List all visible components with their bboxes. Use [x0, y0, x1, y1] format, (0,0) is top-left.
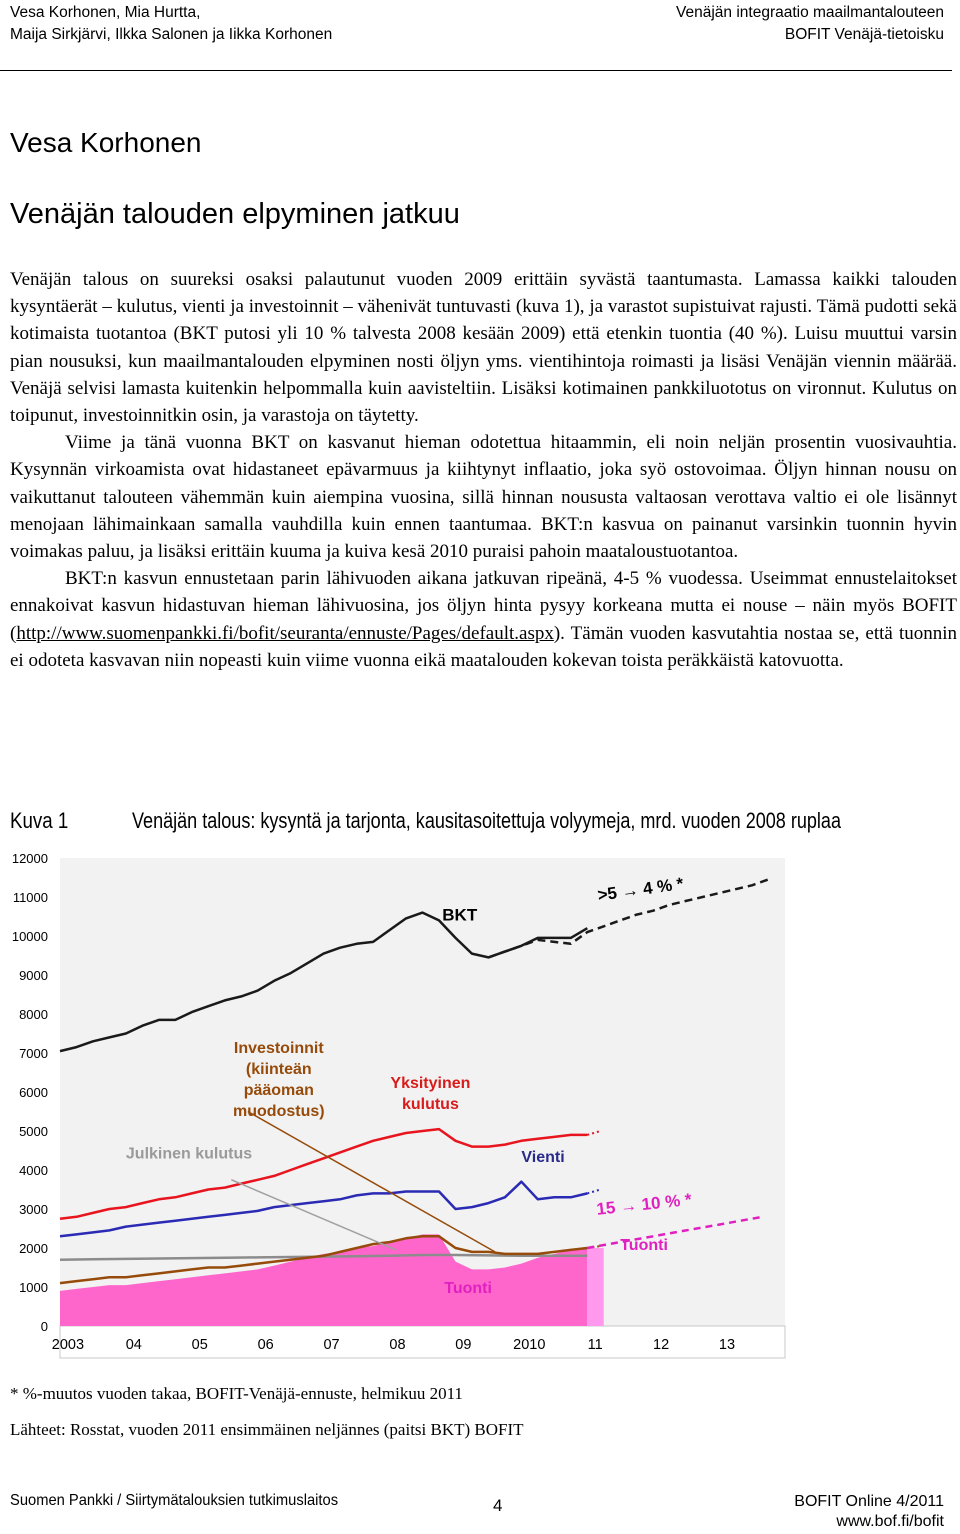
x-tick-label: 12 — [653, 1337, 670, 1353]
figure-caption: Venäjän talous: kysyntä ja tarjonta, kausitasoitettuja volyymeja, mrd. vuoden 2008 ruplaa — [132, 808, 841, 833]
x-axis-band — [60, 1326, 785, 1358]
y-tick-label: 6000 — [19, 1085, 48, 1100]
y-tick-label: 12000 — [11, 851, 48, 866]
investment-label: pääoman — [243, 1082, 314, 1099]
y-tick-label: 3000 — [19, 1202, 48, 1217]
y-tick-label: 10000 — [11, 929, 48, 944]
header-authors-line1: Vesa Korhonen, Mia Hurtta, — [10, 4, 201, 21]
supply-demand-chart — [0, 850, 960, 1370]
article-title: Venäjän talouden elpyminen jatkuu — [10, 198, 460, 230]
paragraph-2: Viime ja tänä vuonna BKT on kasvanut hieman odotettua hitaammin, eli noin neljän prosentin vuosivauhtia. Kysynnän virkoamista ovat hidastaneet epävarmuus ja kiihtynyt inflaatio, joka syö ostovoimaa. Öljyn hinnan nousu on vaikuttanut talouteen vähemmän kuin aiempina vuosina, sillä hinnan noususta valtaosan verottava valtio ei ole lisännyt menojaan lähimainkaan samalla vauhdilla kuin ennen taantumaa. BKT:n kasvua on painanut varsinkin tuonnin hyvin voimakas paluu, ja lisäksi erittäin kuuma ja kuiva kesä 2010 puraisi pahoin maataloustuotantoa. — [10, 432, 957, 563]
investment-label: Investoinnit — [233, 1040, 324, 1057]
footer-publication — [794, 1492, 944, 1532]
paragraph-3-text-start: BKT:n kasvun ennustetaan parin lähivuoden aikana jatkuvan ripeänä, 4-5 % vuodessa. Useimmat ennustelaitokset ennakoivat kasvun hidastuvan hieman lähivuosina, jos öljyn hinta pysyy korkeana mutta ei nouse – näin myös BOFIT ( — [10, 568, 957, 644]
x-tick-label: 13 — [718, 1337, 736, 1353]
imports-label: Tuonti — [444, 1279, 492, 1297]
private-consumption-label: kulutus — [401, 1096, 459, 1114]
footer-url: www.bof.fi/bofit — [836, 1513, 944, 1530]
paragraph-1: Venäjän talous on suureksi osaksi palautunut vuoden 2009 erittäin syvästä taantumasta. Lamassa kaikki talouden kysyntäerät – kulutus, vienti ja investoinnit – vähenivät tuntuvasti (kuva 1), ja varastot supistuivat rajusti. Tämä pudotti sekä kotimaista tuotantoa (BKT putosi yli 10 % talvesta 2008 kesään 2009) että etenkin tuontia (40 %). Luisu muuttui varsin pian nousuksi, kun maailmantalouden elpyminen nosti öljyn yms. vientihintoja roimasti ja lisäsi Venäjän viennin määrää. Venäjä selvisi lamasta kuitenkin helpommalla kuin aavisteltiin. Lisäksi kotimainen pankkiluototus on vironnut. Kulutus on toipunut, investoinnitkin osin, ja varastoja on täytetty. — [10, 269, 957, 427]
government-consumption-label: Julkinen kulutus — [125, 1145, 253, 1163]
x-tick-label: 2003 — [51, 1337, 85, 1353]
article-body — [10, 266, 957, 674]
x-tick-label: 08 — [389, 1337, 406, 1353]
y-tick-label: 11000 — [12, 890, 48, 905]
footer-institution: Suomen Pankki / Siirtymätalouksien tutkimuslaitos — [10, 1492, 339, 1509]
imports-forecast-block — [587, 1248, 603, 1326]
header-authors — [10, 2, 332, 46]
forecast-link[interactable]: http://www.suomenpankki.fi/bofit/seuranta/ennuste/Pages/default.aspx — [16, 622, 554, 644]
investment-label: (kiinteän — [245, 1061, 312, 1078]
gdp-growth-annotation: >5 → 4 % * — [596, 874, 685, 905]
header-publication-line1: Venäjän integraatio maailmantalouteen — [676, 4, 944, 21]
y-tick-label: 9000 — [19, 968, 48, 983]
imports-growth-annotation: 15 → 10 % * — [595, 1189, 693, 1219]
x-tick-label: 07 — [323, 1337, 340, 1353]
private-consumption-label: Yksityinen — [390, 1075, 471, 1093]
x-tick-label: 09 — [455, 1337, 472, 1353]
exports-label: Vienti — [521, 1149, 565, 1167]
figure-note: * %-muutos vuoden takaa, BOFIT-Venäjä-ennuste, helmikuu 2011 — [10, 1384, 463, 1403]
x-tick-label: 04 — [125, 1337, 142, 1353]
header-publication — [676, 2, 944, 46]
y-tick-label: 5000 — [19, 1124, 48, 1139]
x-tick-label: 11 — [587, 1337, 603, 1353]
footer-issue: BOFIT Online 4/2011 — [794, 1493, 944, 1510]
gdp-label: BKT — [442, 905, 478, 925]
page-number: 4 — [493, 1496, 503, 1515]
header-authors-line2: Maija Sirkjärvi, Ilkka Salonen ja Iikka Korhonen — [10, 26, 333, 43]
x-tick-label: 05 — [191, 1337, 208, 1353]
paragraph-3-text-end: ). Tämän vuoden kasvutahtia nostaa se, että tuonnin ei odoteta kasvavan niin nopeasti kuin viime vuonna eikä maatalouden kokevan toista peräkkäistä katovuotta. — [10, 622, 957, 671]
y-tick-label: 4000 — [19, 1163, 48, 1178]
y-tick-label: 0 — [40, 1319, 48, 1334]
paragraph-3 — [10, 565, 957, 674]
figure-label: Kuva 1 — [10, 808, 69, 833]
header-publication-line2: BOFIT Venäjä-tietoisku — [784, 26, 944, 43]
y-tick-label: 8000 — [19, 1007, 48, 1022]
y-tick-label: 1000 — [19, 1280, 48, 1295]
y-tick-label: 2000 — [19, 1241, 48, 1256]
x-tick-label: 2010 — [513, 1337, 546, 1353]
y-tick-label: 7000 — [19, 1046, 48, 1061]
article-author: Vesa Korhonen — [10, 127, 202, 158]
imports-forecast-label: Tuonti — [620, 1236, 668, 1254]
x-tick-label: 06 — [257, 1337, 274, 1353]
header-divider — [0, 70, 952, 71]
figure-sources: Lähteet: Rosstat, vuoden 2011 ensimmäinen neljännes (paitsi BKT) BOFIT — [10, 1420, 524, 1439]
investment-label: muodostus) — [233, 1103, 325, 1120]
